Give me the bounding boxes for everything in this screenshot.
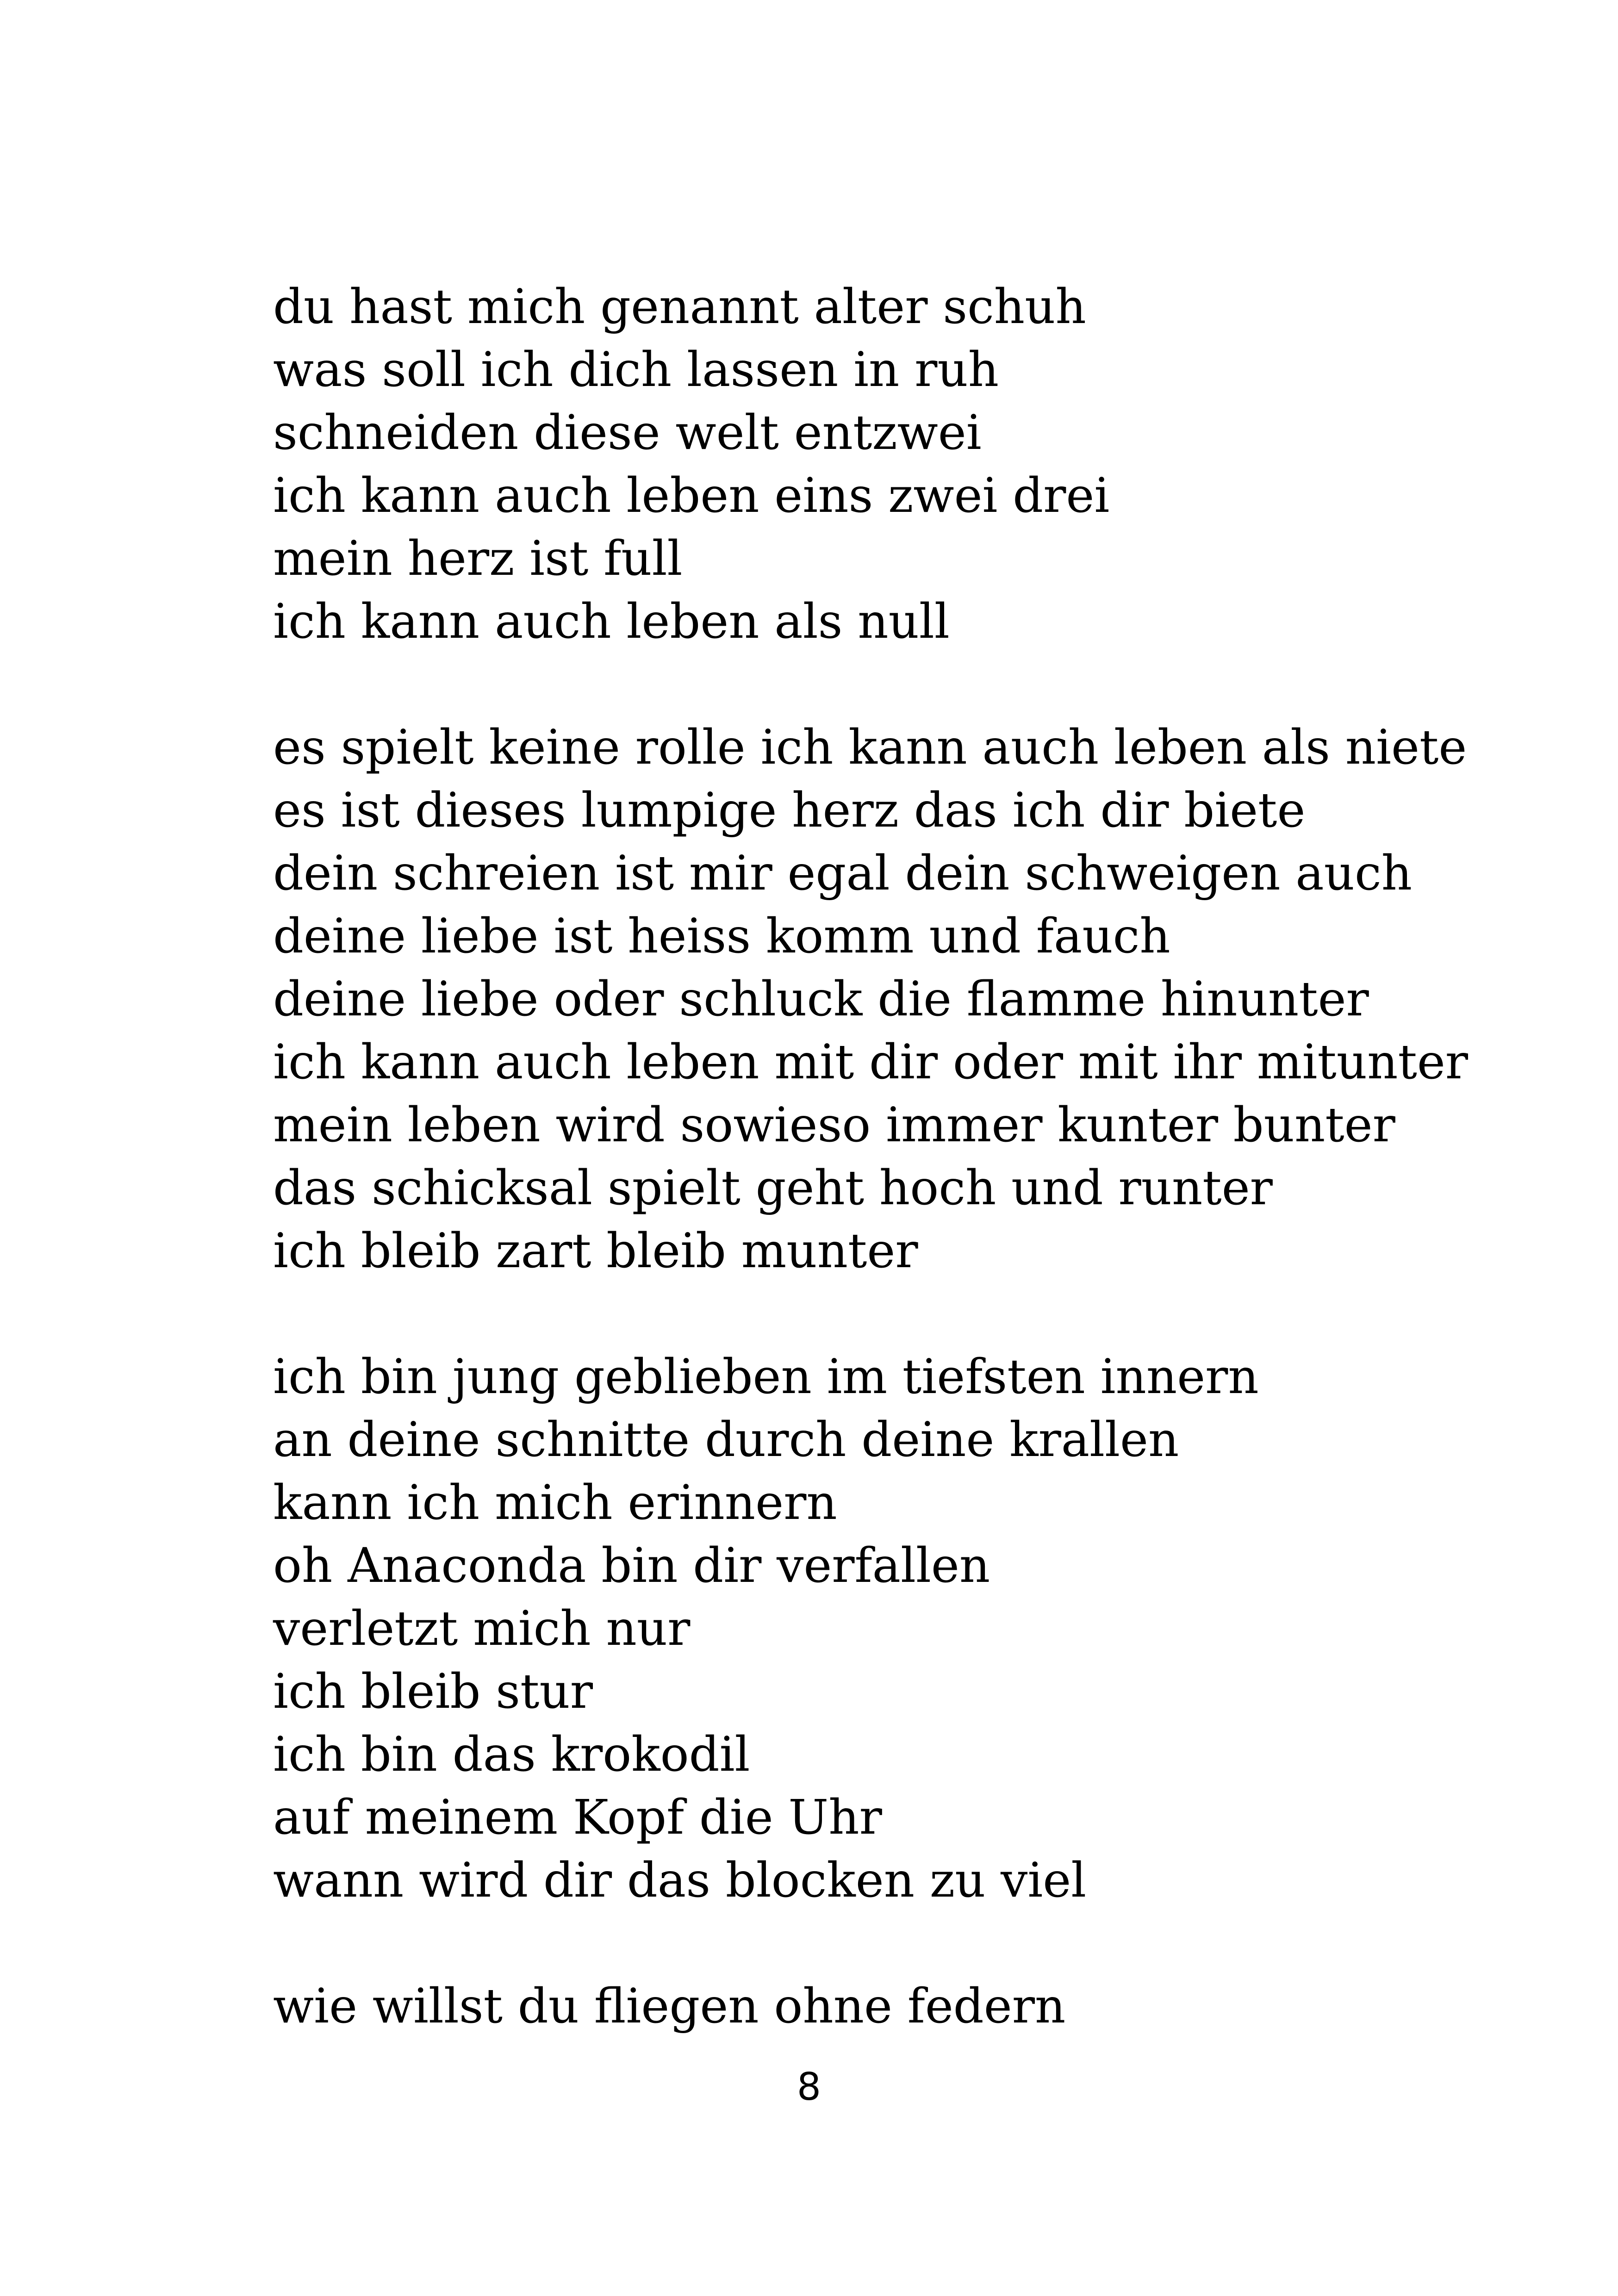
stanza-4 [273, 1975, 1476, 2038]
poem-line: ich kann auch leben als null [273, 594, 950, 649]
page-number: 8 [797, 2065, 821, 2109]
poem-line: wie willst du fliegen ohne federn [273, 1979, 1066, 2034]
poem-line: auf meinem Kopf die Uhr [273, 1790, 882, 1845]
poem-line: ich kann auch leben mit dir oder mit ihr mitunter [273, 1034, 1469, 1090]
poem-line: mein leben wird sowieso immer kunter bunter [273, 1097, 1395, 1153]
poem-line: ich bin das krokodil [273, 1727, 750, 1782]
poem-line: ich kann auch leben eins zwei drei [273, 468, 1110, 523]
poem-line: es spielt keine rolle ich kann auch leben als niete [273, 720, 1467, 775]
poem-line: kann ich mich erinnern [273, 1475, 837, 1531]
stanza-2 [273, 716, 1476, 1282]
poem-line: was soll ich dich lassen in ruh [273, 342, 999, 398]
stanza-1 [273, 275, 1476, 653]
poem-line: an deine schnitte durch deine krallen [273, 1412, 1179, 1468]
stanza-3 [273, 1345, 1476, 1912]
poem-line: deine liebe oder schluck die flamme hinunter [273, 971, 1369, 1027]
poem-line: ich bin jung geblieben im tiefsten innern [273, 1349, 1259, 1405]
poem-line: dein schreien ist mir egal dein schweigen auch [273, 846, 1413, 901]
poem-line: es ist dieses lumpige herz das ich dir biete [273, 783, 1306, 838]
poem-line: das schicksal spielt geht hoch und runter [273, 1160, 1273, 1216]
poem-body [273, 275, 1476, 2038]
poem-line: oh Anaconda bin dir verfallen [273, 1538, 990, 1593]
poem-line: ich bleib zart bleib munter [273, 1223, 918, 1279]
poem-line: mein herz ist full [273, 531, 683, 586]
poem-line: du hast mich genannt alter schuh [273, 279, 1086, 335]
poem-line: schneiden diese welt entzwei [273, 405, 982, 460]
poem-line: wann wird dir das blocken zu viel [273, 1853, 1087, 1908]
poem-line: deine liebe ist heiss komm und fauch [273, 908, 1170, 964]
poem-line: ich bleib stur [273, 1664, 593, 1719]
poem-line: verletzt mich nur [273, 1601, 691, 1656]
